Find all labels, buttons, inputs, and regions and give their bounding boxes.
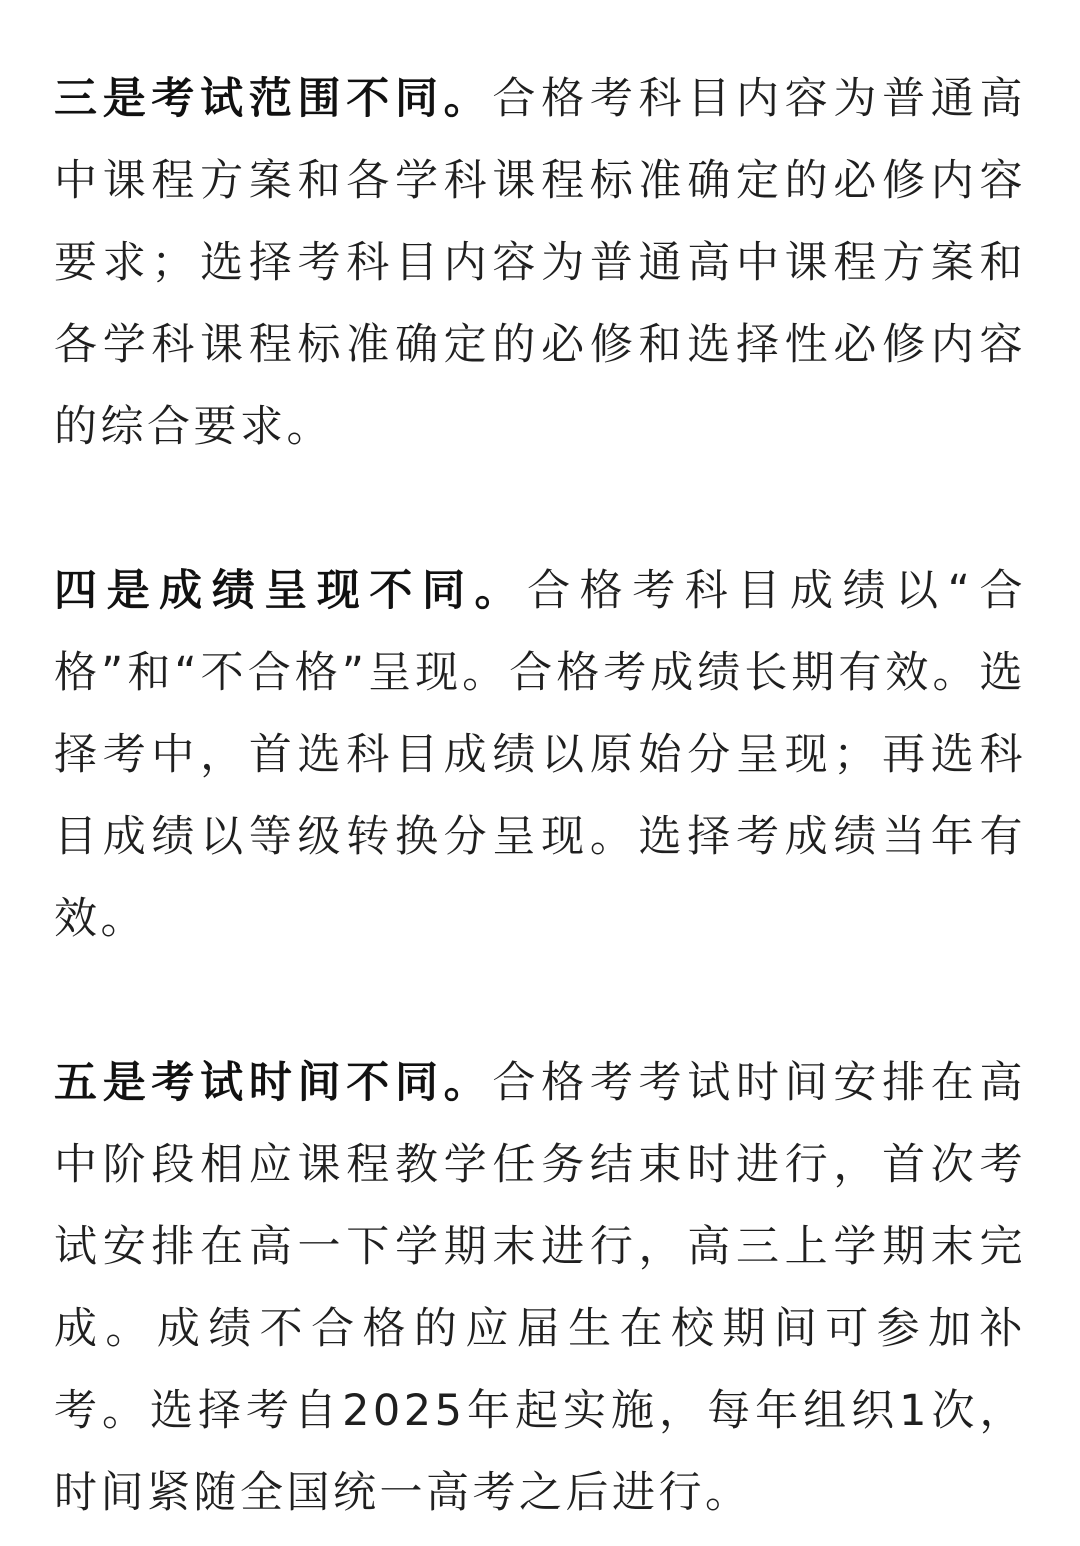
paragraph-exam-scope [54,58,1026,468]
paragraph-text: 合格考考试时间安排在高中阶段相应课程教学任务结束时进行，首次考试安排在高一下学期末进行，高三上学期末完成。成绩不合格的应届生在校期间可参加补考。选择考自2025年起实施，每年组织1次，时间紧随全国统一高考之后进行。 [54,1058,1027,1518]
article-body [54,58,1026,1534]
paragraph-heading: 五是考试时间不同。 [54,1058,493,1108]
paragraph-exam-time [54,1042,1026,1534]
paragraph-text: 合格考科目内容为普通高中课程方案和各学科课程标准确定的必修内容要求；选择考科目内容为普通高中课程方案和各学科课程标准确定的必修和选择性必修内容的综合要求。 [54,74,1027,452]
paragraph-score-presentation [54,550,1026,960]
paragraph-heading: 三是考试范围不同。 [54,74,493,124]
paragraph-text: 合格考科目成绩以“合格”和“不合格”呈现。合格考成绩长期有效。选择考中，首选科目成绩以原始分呈现；再选科目成绩以等级转换分呈现。选择考成绩当年有效。 [54,566,1026,944]
paragraph-heading: 四是成绩呈现不同。 [54,566,528,616]
